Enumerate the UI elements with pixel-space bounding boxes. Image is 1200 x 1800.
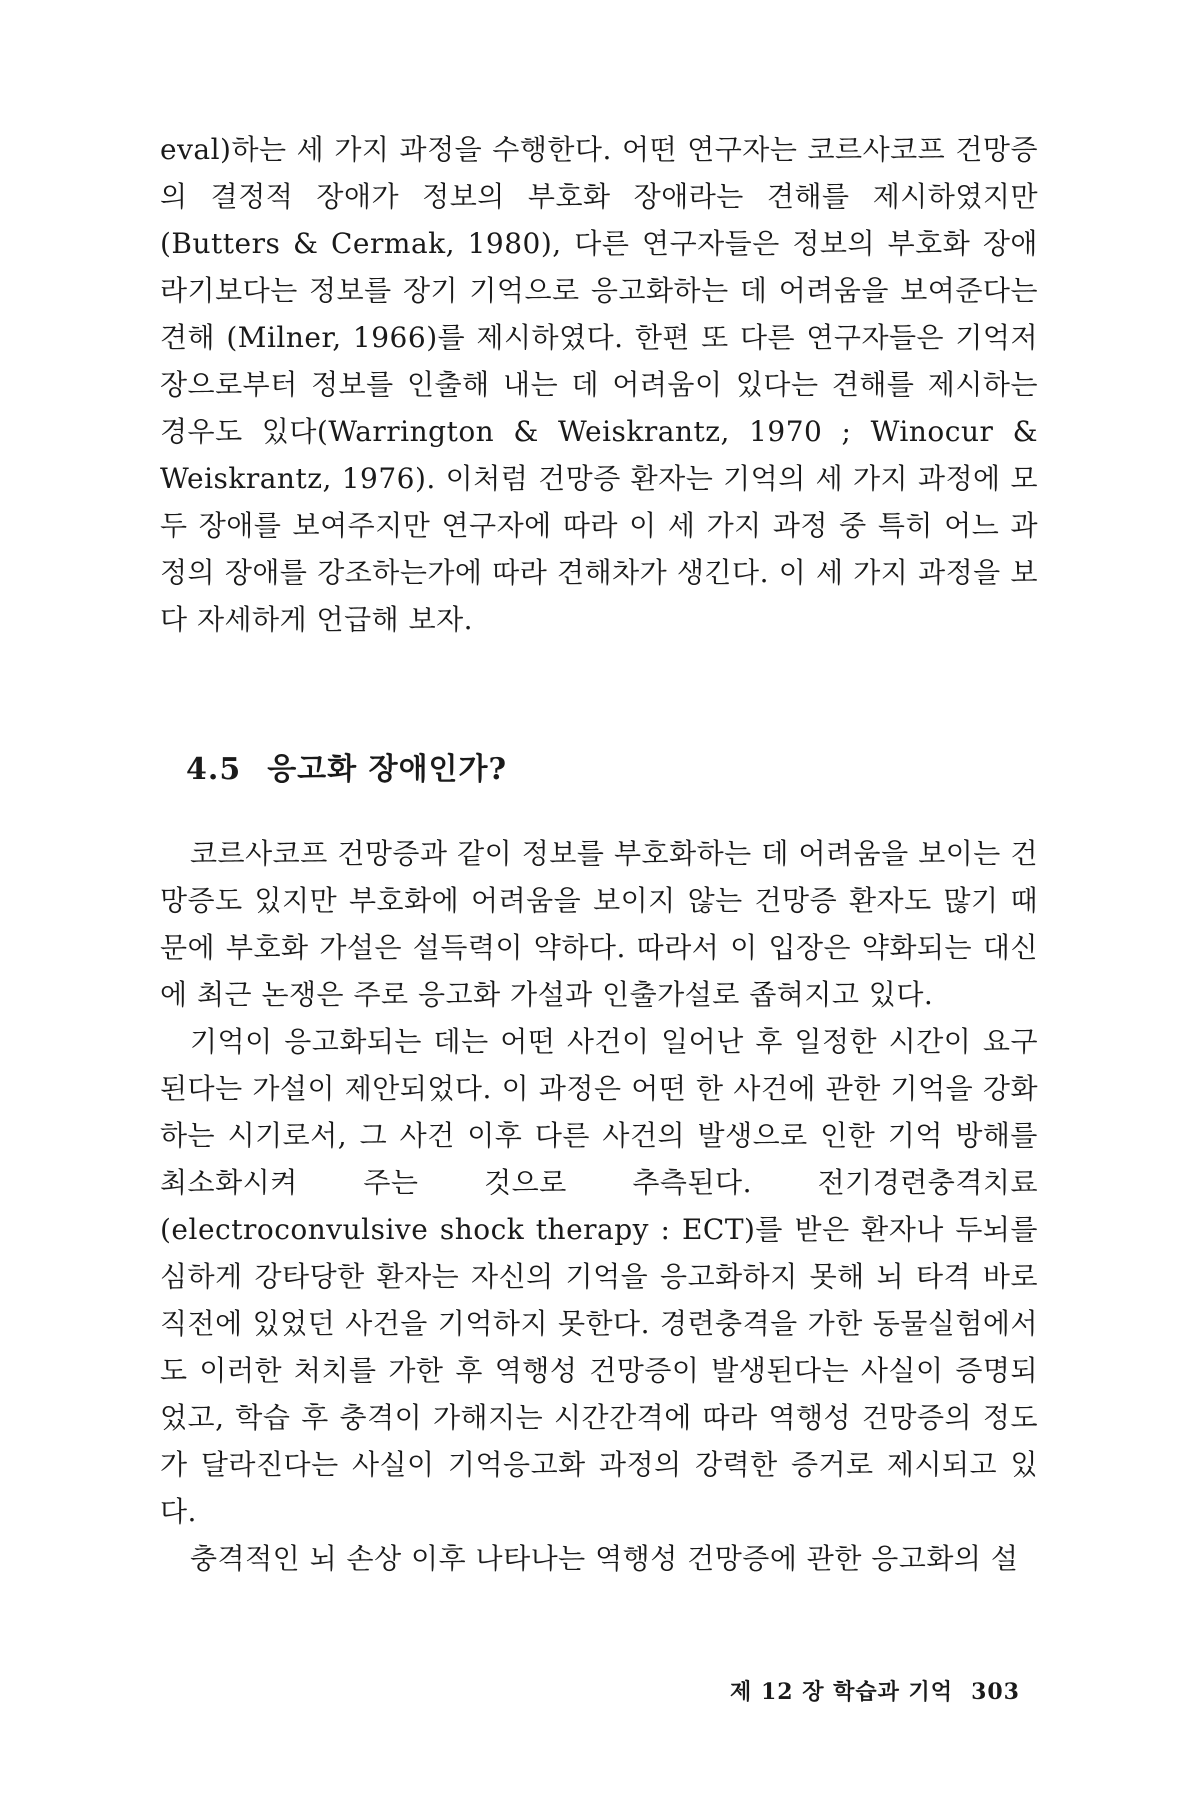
body-text-block [160, 830, 1038, 1582]
section-title: 응고화 장애인가? [267, 752, 508, 787]
paragraph-1: 코르사코프 건망증과 같이 정보를 부호화하는 데 어려움을 보이는 건망증도 있지만 부호화에 어려움을 보이지 않는 건망증 환자도 많기 때문에 부호화 가설은 설득력이 약하다. 따라서 이 입장은 약화되는 대신에 최근 논쟁은 주로 응고화 가설과 인출가설로 좁혀지고 있다. [160, 837, 1038, 1011]
section-heading [186, 744, 507, 788]
paragraph-2: 기억이 응고화되는 데는 어떤 사건이 일어난 후 일정한 시간이 요구된다는 가설이 제안되었다. 이 과정은 어떤 한 사건에 관한 기억을 강화하는 시기로서, 그 사건 이후 다른 사건의 발생으로 인한 기억 방해를 최소화시켜 주는 것으로 추측된다. 전기경련충격치료(electroconvulsive shock therapy : ECT)를 받은 환자나 두뇌를 심하게 강타당한 환자는 자신의 기억을 응고화하지 못해 뇌 타격 바로 직전에 있었던 사건을 기억하지 못한다. 경련충격을 가한 동물실험에서도 이러한 처치를 가한 후 역행성 건망증이 발생된다는 사실이 증명되었고, 학습 후 충격이 가해지는 시간간격에 따라 역행성 건망증의 정도가 달라진다는 사실이 기억응고화 과정의 강력한 증거로 제시되고 있다. [160, 1025, 1038, 1528]
top-text-block [160, 126, 1038, 643]
chapter-label: 제 12 장 학습과 기억 [730, 1679, 954, 1705]
paragraph-top: eval)하는 세 가지 과정을 수행한다. 어떤 연구자는 코르사코프 건망증의 결정적 장애가 정보의 부호화 장애라는 견해를 제시하였지만 (Butters & Cermak, 1980), 다른 연구자들은 정보의 부호화 장애라기보다는 정보를 장기 기억으로 응고화하는 데 어려움을 보여준다는 견해 (Milner, 1966)를 제시하였다. 한편 또 다른 연구자들은 기억저장으로부터 정보를 인출해 내는 데 어려움이 있다는 견해를 제시하는 경우도 있다(Warrington & Weiskrantz, 1970 ; Winocur & Weiskrantz, 1976). 이처럼 건망증 환자는 기억의 세 가지 과정에 모두 장애를 보여주지만 연구자에 따라 이 세 가지 과정 중 특히 어느 과정의 장애를 강조하는가에 따라 견해차가 생긴다. 이 세 가지 과정을 보다 자세하게 언급해 보자. [160, 133, 1038, 636]
section-number: 4.5 [186, 752, 242, 787]
page-number: 303 [971, 1679, 1020, 1705]
page-footer [730, 1675, 1020, 1706]
paragraph-3: 충격적인 뇌 손상 이후 나타나는 역행성 건망증에 관한 응고화의 설 [190, 1542, 1019, 1575]
